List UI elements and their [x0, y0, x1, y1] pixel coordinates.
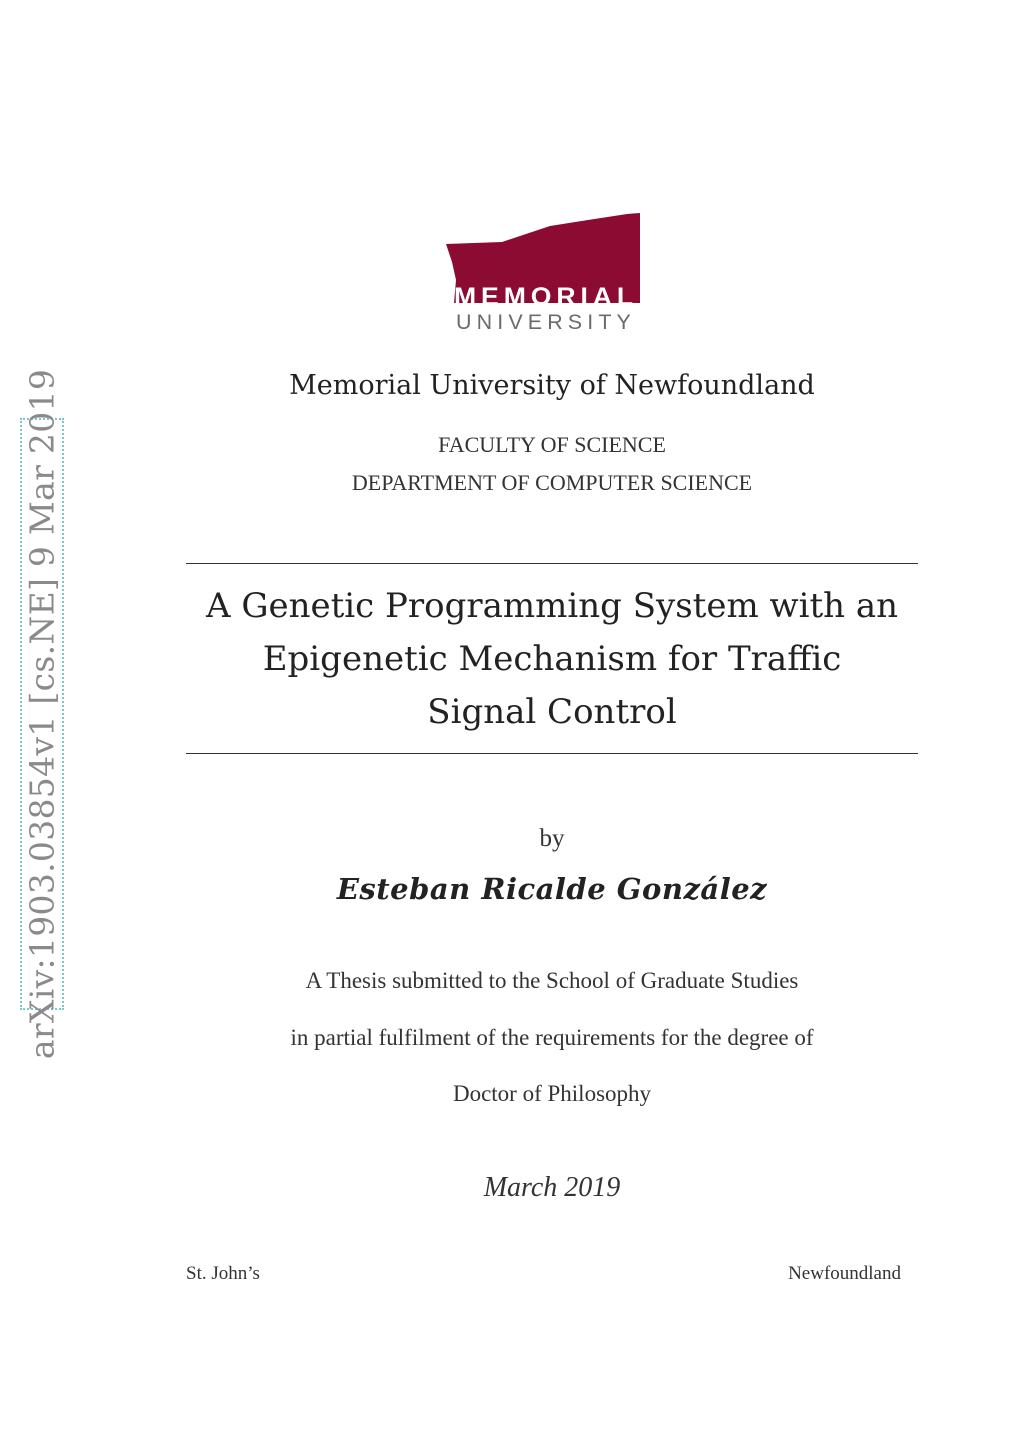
by-label: by [539, 825, 565, 852]
title-rule-bottom [186, 753, 918, 754]
thesis-title: A Genetic Programming System with an Epigenetic Mechanism for Traffic Signal Control [205, 586, 899, 732]
author-name: Esteban Ricalde González [336, 872, 768, 906]
title-rule-top [186, 563, 918, 564]
degree-name: Doctor of Philosophy [452, 1081, 652, 1106]
arxiv-identifier[interactable]: arXiv:1903.03854v1 [cs.NE] 9 Mar 2019 [22, 368, 62, 1060]
logo-university-text: UNIVERSITY [456, 311, 636, 334]
department-name: DEPARTMENT OF COMPUTER SCIENCE [351, 470, 753, 495]
submission-date: March 2019 [483, 1172, 621, 1203]
thesis-statement-line: A Thesis submitted to the School of Graduate Studies [305, 968, 799, 993]
thesis-statement-line: in partial fulfilment of the requirements for the degree of [290, 1025, 814, 1050]
faculty-name: FACULTY OF SCIENCE [438, 432, 666, 457]
place-province: Newfoundland [788, 1263, 901, 1284]
place-city: St. John’s [186, 1263, 260, 1284]
logo-memorial-text: MEMORIAL [454, 283, 638, 311]
university-logo [442, 210, 646, 335]
institution-name: Memorial University of Newfoundland [289, 370, 815, 401]
